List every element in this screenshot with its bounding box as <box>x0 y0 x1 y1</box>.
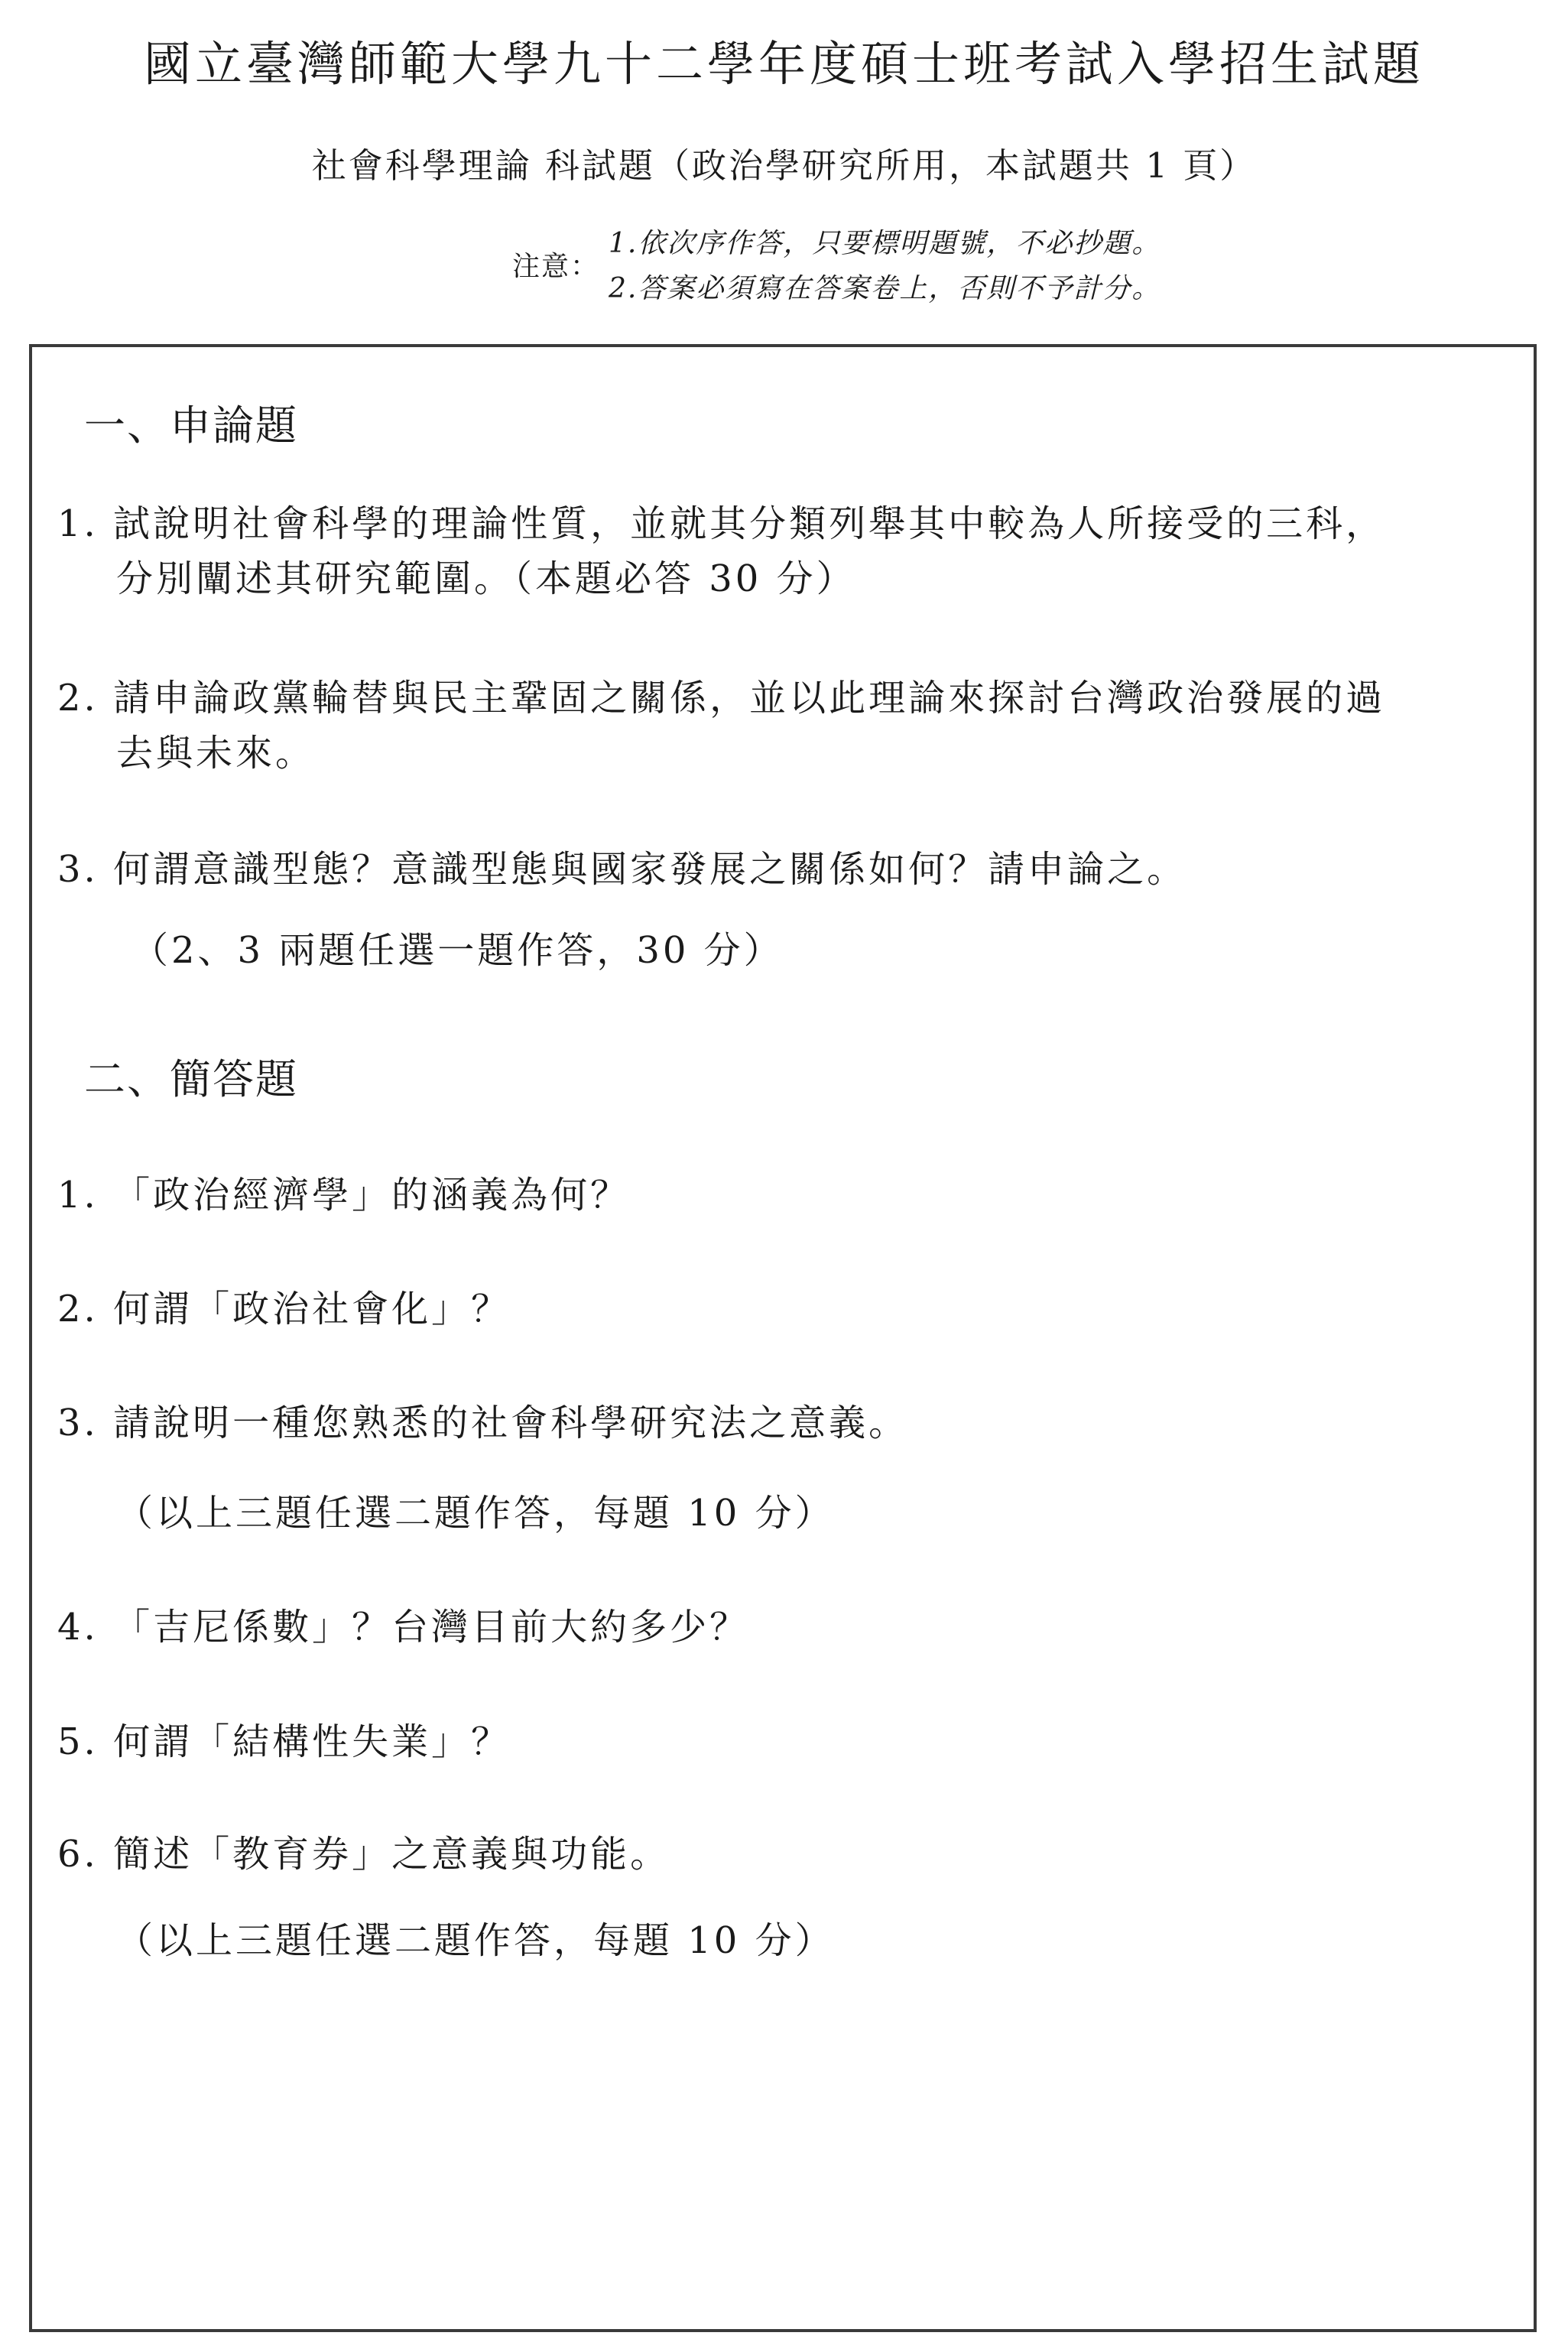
question-number: 2. <box>57 1288 99 1330</box>
question-line <box>57 1393 908 1446</box>
question-number: 1. <box>57 1174 99 1217</box>
question-line <box>57 1712 511 1765</box>
question-line <box>116 723 315 776</box>
page-title: 國立臺灣師範大學九十二學年度碩士班考試入學招生試題 <box>143 36 1424 92</box>
question-text: （2、3 兩題任選一題作答，30 分） <box>131 929 784 972</box>
section-heading-short-answer: 二、簡答題 <box>84 1055 298 1103</box>
question-number: 3. <box>57 1402 99 1444</box>
question-line <box>57 840 1187 892</box>
question-text: 「吉尼係數」？台灣目前大約多少？ <box>113 1606 750 1649</box>
question-text: 分別闡述其研究範圍。（本題必答 30 分） <box>116 557 856 600</box>
instructions <box>512 222 1161 306</box>
question-line <box>57 494 1385 547</box>
question-number: 5. <box>57 1720 99 1763</box>
instruction-item: 1.依次序作答，只要標明題號，不必抄題。 <box>609 228 1161 259</box>
question-note <box>116 1483 835 1536</box>
question-line <box>57 1165 630 1218</box>
question-text: 何謂「政治社會化」？ <box>113 1288 511 1330</box>
question-text: 何謂意識型態？意識型態與國家發展之關係如何？請申論之。 <box>113 848 1187 891</box>
question-text: 去與未來。 <box>116 732 316 775</box>
exam-subtitle: 社會科學理論 科試題（政治學研究所用，本試題共 1 頁） <box>311 145 1257 186</box>
question-line <box>57 668 1385 721</box>
question-text: 試說明社會科學的理論性質，並就其分類列舉其中較為人所接受的三科， <box>113 502 1386 545</box>
section-heading-essay: 一、申論題 <box>84 401 298 450</box>
question-number: 4. <box>57 1606 99 1649</box>
question-box <box>29 344 1537 2332</box>
question-line <box>116 549 856 602</box>
question-text: 簡述「教育券」之意義與功能。 <box>113 1833 670 1876</box>
question-number: 6. <box>57 1833 99 1876</box>
question-number: 1. <box>57 502 99 545</box>
question-line <box>57 1597 749 1650</box>
question-text: 何謂「結構性失業」？ <box>113 1720 511 1763</box>
question-number: 3. <box>57 848 99 891</box>
question-note <box>131 921 784 973</box>
question-text: 「政治經濟學」的涵義為何？ <box>113 1174 631 1217</box>
question-line <box>57 1824 670 1877</box>
question-text: 請申論政黨輪替與民主鞏固之關係，並以此理論來探討台灣政治發展的過 <box>113 677 1386 720</box>
instructions-list <box>609 222 1161 306</box>
instruction-item: 2.答案必須寫在答案卷上，否則不予計分。 <box>609 273 1161 304</box>
question-number: 2. <box>57 677 99 720</box>
question-text: 請說明一種您熟悉的社會科學研究法之意義。 <box>113 1402 909 1444</box>
instructions-label: 注意： <box>512 250 600 282</box>
question-text: （以上三題任選二題作答，每題 10 分） <box>116 1919 835 1962</box>
question-note <box>116 1911 835 1964</box>
question-text: （以上三題任選二題作答，每題 10 分） <box>116 1492 835 1535</box>
question-line <box>57 1279 511 1332</box>
